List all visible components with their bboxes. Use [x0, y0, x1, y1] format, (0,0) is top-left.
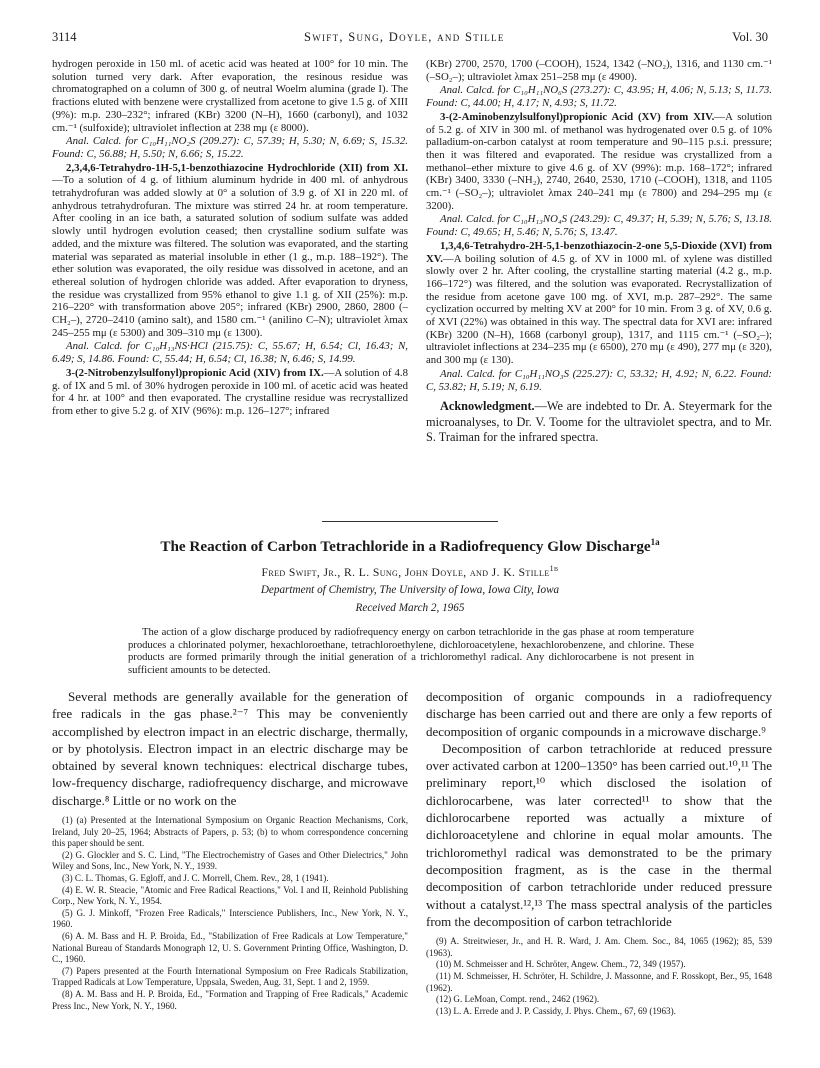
body-left-column [52, 688, 408, 1012]
footnote: (7) Papers presented at the Fourth International Symposium on Free Radicals Stabilization, Trapped Radicals at Low Temperature, Uppsala, Sweden, Aug. 31, Sept. 1 and 2, 1959. [52, 965, 408, 988]
analysis-paragraph: Anal. Calcd. for C₁₀H₁₁NO₃S (225.27): C, 53.32; H, 4.92; N, 6.22. Found: C, 53.82; H, 5.19; N, 6.19. [426, 367, 772, 393]
analysis-paragraph: Anal. Calcd. for C₁₀H₁₁NO₂S (209.27): C, 57.39; H, 5.30; N, 6.69; S, 15.32. Found: C, 56.88; H, 5.50; N, 6.66; S, 15.22. [52, 135, 408, 160]
article-title [40, 538, 780, 556]
article-abstract: The action of a glow discharge produced by radiofrequency energy on carbon tetrachloride in the gas phase at room temperature produces a chlorinated polymer, hexachloroethane, tetrachloroethylene, dichloroacetylene, hexachlorobenzene, and chlorine. These products are formed primarily through the initial generation of a trichloromethyl radical. Any dichlorocarbene is not present in sufficient amounts to be detected. [128, 627, 694, 676]
body-paragraph: Several methods are generally available for the generation of free radicals in the gas phase.²⁻⁷ This may be conveniently accomplished by electron impact in an electric discharge, thermally, or by photolysis. Electron impact in an electric discharge may be obtained by several known techniques: electrical discharge tubes, low-frequency discharge, radiofrequency discharge, and microwave discharge.⁸ Little or no work on the [52, 689, 408, 808]
volume-label: Vol. 30 [732, 30, 768, 44]
article-divider [322, 521, 498, 522]
page-number: 3114 [52, 30, 77, 44]
ack-text: —We are indebted to Dr. A. Steyermark for the microanalyses, to Dr. V. Toome for the ultraviolet spectra, and to Mr. S. Traiman for the infrared spectra. [426, 399, 772, 445]
title-footnote-mark: 1a [650, 536, 660, 547]
footnote: (8) A. M. Bass and H. P. Broida, Ed., "Formation and Trapping of Free Radicals," Academic Press Inc., New York, N. Y., 1960. [52, 988, 408, 1011]
footnotes-right [426, 936, 772, 1017]
footnote: (9) A. Streitwieser, Jr., and H. R. Ward, J. Am. Chem. Soc., 84, 1065 (1962); 85, 539 (1963). [426, 936, 772, 958]
ack-heading: Acknowledgment. [440, 399, 535, 414]
footnote: (3) C. L. Thomas, G. Egloff, and J. C. Morrell, Chem. Rev., 28, 1 (1941). [62, 873, 329, 884]
acknowledgment [426, 399, 772, 446]
analysis-paragraph: Anal. Calcd. for C₁₀H₁₃NS·HCl (215.75): C, 55.67; H, 6.54; Cl, 16.43; N, 6.49; S, 14.86. Found: C, 55.44; H, 6.54; Cl, 16.38; N, 6.46; S, 14.99. [52, 340, 408, 366]
paragraph: (KBr) 2700, 2570, 1700 (–COOH), 1524, 1342 (–NO₂), 1316, and 1130 cm.⁻¹ (–SO₂–); ultraviolet λmax 251–258 mμ (ε 4900). [426, 58, 772, 83]
footnote: (6) A. M. Bass and H. P. Broida, Ed., "Stabilization of Free Radicals at Low Temperature," National Bureau of Standards Monograph 12, U. S. Government Printing Office, Washington, D. C., 1960. [52, 931, 408, 965]
section-heading: 3-(2-Nitrobenzylsulfonyl)propionic Acid (XIV) from IX. [66, 366, 324, 379]
section-heading: 2,3,4,6-Tetrahydro-1H-5,1-benzothiazocine Hydrochloride (XII) from XI. [66, 161, 408, 174]
analysis-paragraph: Anal. Calcd. for C₁₀H₁₁NO₆S (273.27): C, 43.95; H, 4.06; N, 5.13; S, 11.73. Found: C, 44.00; H, 4.17; N, 4.93; S, 11.72. [426, 84, 772, 110]
section-heading: 1,3,4,6-Tetrahydro-2H-5,1-benzothiazocin-2-one 5,5-Dioxide (XVI) from XV. [426, 239, 772, 265]
body-right-column [426, 688, 772, 1017]
footnote: (13) L. A. Errede and J. P. Cassidy, J. Phys. Chem., 67, 69 (1963). [436, 1005, 676, 1016]
footnote: (1) (a) Presented at the International Symposium on Organic Reaction Mechanisms, Cork, Ireland, July 20–25, 1964; Abstracts of Papers, p. 53; (b) to whom correspondence concerning this paper should be sent. [52, 815, 408, 849]
top-right-column [426, 58, 772, 447]
footnote: (10) M. Schmeisser and H. Schröter, Angew. Chem., 72, 349 (1957). [436, 959, 686, 970]
article-authors [40, 566, 780, 579]
article-received-date: Received March 2, 1965 [355, 602, 465, 614]
analysis-paragraph: Anal. Calcd. for C₁₀H₁₃NO₄S (243.29): C, 49.37; H, 5.39; N, 5.76; S, 13.18. Found: C, 49.65; H, 5.46; N, 5.76; S, 13.47. [426, 213, 772, 239]
section-text: —A boiling solution of 4.5 g. of XV in 1000 ml. of xylene was distilled slowly over 2 hr. After cooling, the crystalline starting material (4.2 g., m.p. 166–172°) was filtered, and the solution was evaporated. Recrystallization of the residue from acetone gave 100 mg. of XVI, m.p. 287–292°. The same cyclization occurred by melting XV at 200° for 10 min. From 3 g. of XV, 0.6 g. of XVI (22%) was obtained in this way. The spectral data for XVI are: infrared (KBr) 3200 (N–H), 1668 (carbonyl group), 1317, and 1115 cm.⁻¹ (–SO₂–); ultraviolet inflections at 234–235 mμ (ε 6500), 270 mμ (ε 490), 277 mμ (ε 320), and 300 mμ (ε 130). [426, 252, 772, 367]
body-paragraph: decomposition of organic compounds in a radiofrequency discharge has been carried out and there are only a few reports of decomposition of organic compounds in a microwave discharge.⁹ [426, 689, 772, 739]
section-text: —A solution of 4.8 g. of IX and 5 ml. of 30% hydrogen peroxide in 100 ml. of acetic acid was heated for 4 hr. at 100° and then evaporated. The crystalline residue was recrystallized from ether to give 5.2 g. of XIV (96%): m.p. 126–127°; infrared [52, 366, 408, 417]
section-paragraph [426, 240, 772, 367]
section-heading: 3-(2-Aminobenzylsulfonyl)propionic Acid (XV) from XIV. [440, 110, 715, 123]
footnote: (4) E. W. R. Steacie, "Atomic and Free Radical Reactions," Vol. I and II, Reinhold Publishing Corp., New York, N. Y., 1954. [52, 884, 408, 907]
running-title: Swift, Sung, Doyle, and Stille [303, 30, 505, 44]
top-left-column [52, 58, 408, 419]
footnote: (12) G. LeMoan, Compt. rend., 2462 (1962). [436, 994, 600, 1005]
section-paragraph [52, 367, 408, 418]
footnote: (5) G. J. Minkoff, "Frozen Free Radicals," Interscience Publishers, Inc., New York, N. Y., 1960. [52, 907, 408, 930]
article-affiliation: Department of Chemistry, The University of Iowa, Iowa City, Iowa [260, 584, 560, 596]
paragraph: hydrogen peroxide in 150 ml. of acetic acid was heated at 100° for 10 min. The solution turned very dark. After evaporation, the resinous residue was chromatographed on a column of 300 g. of neutral Woelm alumina (grade I). The fractions eluted with benzene were crystallized from acetone to give 1.5 g. of XIII (9%): m.p. 230–232°; infrared (KBr) 3200 (N–H), 1660 (carbonyl), and 1032 cm.⁻¹ (sulfoxide); ultraviolet inflection at 238 mμ (ε 8000). [52, 58, 408, 134]
footnote: (11) M. Schmeisser, H. Schröter, H. Schildre, J. Massonne, and F. Rosskopt, Ber., 95, 1648 (1962). [426, 970, 772, 993]
section-text: —To a solution of 4 g. of lithium aluminum hydride in 400 ml. of anhydrous tetrahydrofuran was added slowly at 0° a solution of 3.9 g. of XI in 220 ml. of anhydrous tetrahydrofuran. The mixture was stirred 24 hr. at room temperature. After cooling in an ice bath, a saturated solution of sodium sulfate was added slowly until hydrogen evolution ceased; then crystalline sodium sulfate was added, and the mixture was filtered. The solution was evaporated, and the starting material was separated as material insoluble in ether (1 g., m.p. 188–192°). The ether solution was evaporated, the oily residue was dissolved in acetone, and an ethereal solution of hydrogen chloride was added. After evaporation to dryness, the residue was crystallized from 95% ethanol to give 1.1 g. of XII (25%): m.p. 216–220° with transformation above 205°; infrared (KBr) 2900, 2860, 2800 (–CH₂–), 2720–2410 (amino salt), and 1580 cm.⁻¹ (anilino C–N); ultraviolet λmax 245–255 mμ (ε 5300) and 309–310 mμ (ε 1300). [52, 174, 408, 339]
body-paragraph: Decomposition of carbon tetrachloride at reduced pressure over activated carbon at 1200–1350° has been carried out.¹⁰,¹¹ The preliminary report,¹⁰ which disclosed the isolation of dichlorocarbene, was later corrected¹¹ to show that the dichlorocarbene reported was actually a mixture of dichloroacetylene and chlorine in equal molar amounts. The trichloromethyl radical was demonstrated to be the primary decomposition fragment, as is the case in the thermal decomposition of carbon tetrachloride under reduced pressure without a catalyst.¹²,¹³ The mass spectral analysis of the particles from the decomposition of carbon tetrachloride [426, 740, 772, 929]
authors-text: Fred Swift, Jr., R. L. Sung, John Doyle, and J. K. Stille [261, 566, 550, 579]
authors-footnote-mark: 1b [549, 564, 559, 574]
section-text: —A solution of 5.2 g. of XIV in 300 ml. of methanol was hydrogenated over 0.5 g. of 10% palladium-on-carbon catalyst at room temperature and 90–115 p.s.i. pressure; then it was filtered and evaporated. The residue was crystallized from a methanol–ether mixture to give 4.6 g. of XV (99%): m.p. 168–172°; infrared (KBr) 3400, 3330 (–NH₂), 2740, 2640, 2530, 1710 (–COOH), 1318, and 1105 cm.⁻¹ (–SO₂–); ultraviolet λmax 240–241 mμ (ε 7800) and 294–295 mμ (ε 3200). [426, 110, 773, 212]
running-head [52, 30, 768, 46]
footnote: (2) G. Glockler and S. C. Lind, "The Electrochemistry of Gases and Other Dielectrics," John Wiley and Sons, Inc., New York, N. Y., 1939. [52, 849, 408, 872]
footnotes-left [52, 815, 408, 1012]
section-paragraph [52, 162, 408, 340]
section-paragraph [426, 111, 772, 213]
title-text: The Reaction of Carbon Tetrachloride in a Radiofrequency Glow Discharge [160, 538, 651, 555]
